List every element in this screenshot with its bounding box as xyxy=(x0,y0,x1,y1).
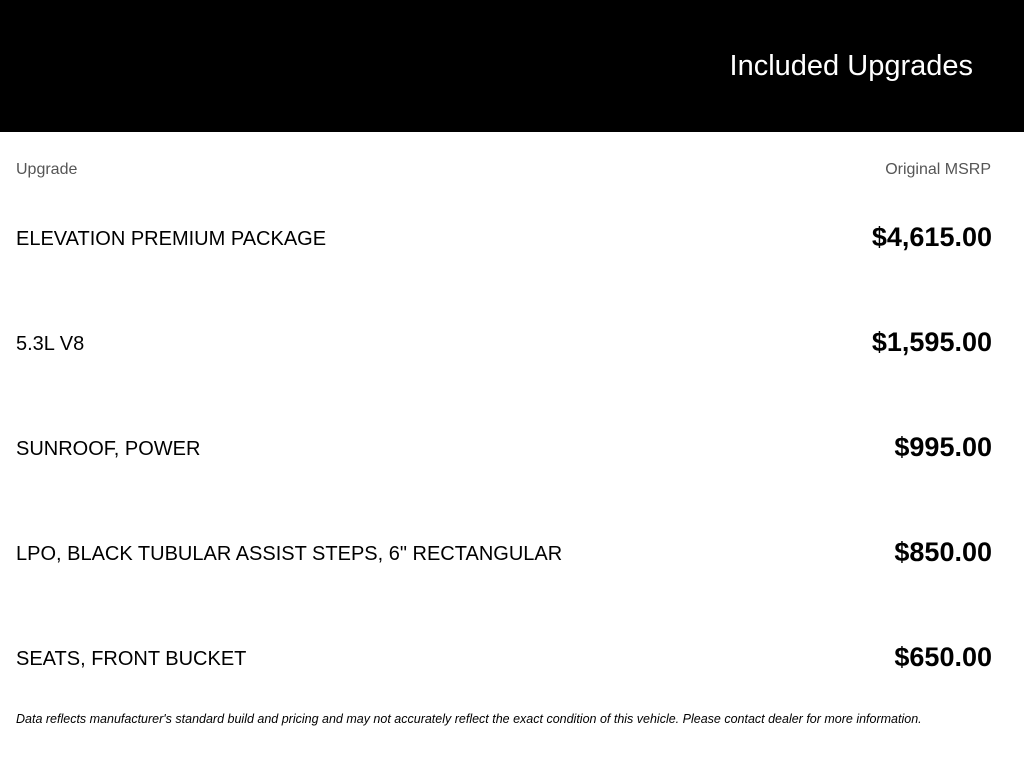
list-item xyxy=(16,185,992,290)
upgrade-price: $995.00 xyxy=(894,432,992,462)
upgrade-name: 5.3L V8 xyxy=(16,333,85,355)
header-banner xyxy=(0,0,1024,132)
upgrade-name: SUNROOF, POWER xyxy=(16,438,201,460)
upgrade-name: LPO, BLACK TUBULAR ASSIST STEPS, 6" RECTANGULAR xyxy=(16,543,563,565)
msrp-column-header: Original MSRP xyxy=(885,161,991,178)
disclaimer-text: Data reflects manufacturer's standard build and pricing and may not accurately reflect the exact condition of this vehicle. Please contact dealer for more information. xyxy=(16,712,922,726)
list-item xyxy=(16,605,992,710)
upgrade-name: SEATS, FRONT BUCKET xyxy=(16,648,247,670)
upgrades-list xyxy=(16,185,992,710)
list-item xyxy=(16,395,992,500)
upgrade-price: $850.00 xyxy=(894,537,992,567)
upgrade-price: $650.00 xyxy=(894,642,992,672)
page-title: Included Upgrades xyxy=(729,50,973,82)
upgrade-price: $4,615.00 xyxy=(871,222,992,252)
list-item xyxy=(16,290,992,395)
upgrade-column-header: Upgrade xyxy=(16,161,78,178)
list-item xyxy=(16,500,992,605)
upgrade-price: $1,595.00 xyxy=(871,327,992,357)
upgrade-name: ELEVATION PREMIUM PACKAGE xyxy=(16,228,327,250)
